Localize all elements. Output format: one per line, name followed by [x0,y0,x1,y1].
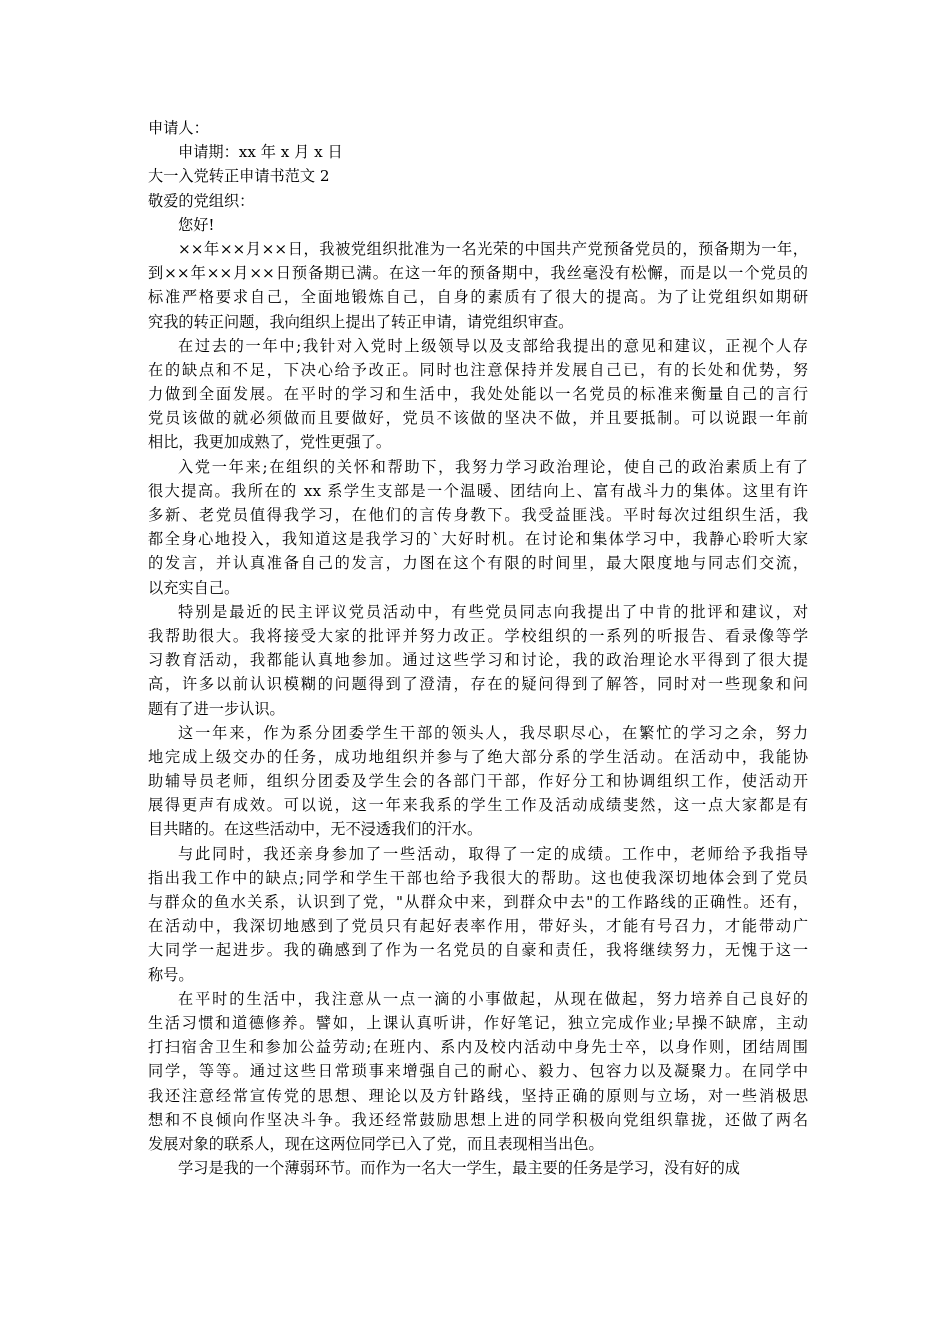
paragraph-line: 的发言，并认真准备自己的发言，力图在这个有限的时间里，最大限度地与同志们交流， [148,554,808,573]
paragraph-line: 学习是我的一个薄弱环节。而作为一名大一学生，最主要的任务是学习，没有好的成 [178,1159,740,1178]
paragraph [148,334,808,455]
document-body [148,116,808,1180]
paragraph-line: 高，许多以前认识模糊的问题得到了澄清，存在的疑问得到了解答，同时对一些现象和问 [148,675,808,694]
paragraph-line: 指出我工作中的缺点;同学和学生干部也给予我很大的帮助。这也使我深切地体会到了党员 [148,868,808,887]
paragraph-line: 助辅导员老师，组织分团委及学生会的各部门干部，作好分工和协调组织工作，使活动开 [148,772,808,791]
paragraph-line: 多新、老党员值得我学习，在他们的言传身教下。我受益匪浅。平时每次过组织生活，我 [148,506,808,524]
section-title: 大一入党转正申请书范文 2 [148,167,330,186]
paragraph-line: 生活习惯和道德修养。譬如，上课认真听讲，作好笔记，独立完成作业;早操不缺席，主动 [148,1013,808,1032]
paragraph-line: 标准严格要求自己，全面地锻炼自己，自身的素质有了很大的提高。为了让党组织如期研 [148,288,808,307]
paragraph [148,987,808,1156]
paragraph-line: 同学，等等。通过这些日常琐事来增强自己的耐心、毅力、包容力以及凝聚力。在同学中 [148,1062,808,1081]
paragraph-line: 题有了进一步认识。 [148,699,285,718]
paragraph [148,842,808,987]
paragraph-line: 我还注意经常宣传党的思想、理论以及方针路线，坚持正确的原则与立场，对一些消极思 [148,1086,808,1105]
paragraph-line: 习教育活动，我都能认真地参加。通过这些学习和讨论，我的政治理论水平得到了很大提 [148,651,808,670]
paragraph-line: 展得更声有成效。可以说，这一年来我系的学生工作及活动成绩斐然，这一点大家都是有 [148,796,808,815]
paragraph-line: 以充实自己。 [148,578,240,597]
paragraph-line: 我帮助很大。我将接受大家的批评并努力改正。学校组织的一系列的听报告、看录像等学 [148,626,808,645]
paragraph-line: 到××年××月××日预备期已满。在这一年的预备期中，我丝毫没有松懈，而是以一个党员的 [148,264,808,283]
paragraph-line: 很大提高。我所在的 xx 系学生支部是一个温暖、团结向上、富有战斗力的集体。这里有许 [148,481,808,500]
paragraph-line: 发展对象的联系人，现在这两位同学已入了党，而且表现相当出色。 [148,1134,604,1153]
paragraph-line: 究我的转正问题，我向组织上提出了转正申请，请党组织审查。 [148,312,574,331]
paragraph-line: 在的缺点和不足，下决心给予改正。同时也注意保持并发展自己已，有的长处和优势，努 [148,360,808,379]
applicant-line: 申请人： [148,119,209,137]
salutation: 敬爱的党组织： [148,191,255,210]
paragraph [148,455,808,600]
paragraph-line: ××年××月××日，我被党组织批准为一名光荣的中国共产党预备党员的，预备期为一年， [178,239,808,258]
paragraph-line: 入党一年来;在组织的关怀和帮助下，我努力学习政治理论，使自己的政治素质上有了 [178,457,808,476]
paragraph-line: 党员该做的就必须做而且要做好，党员不该做的坚决不做，并且要抵制。可以说跟一年前 [148,409,808,428]
paragraph-line: 想和不良倾向作坚决斗争。我还经常鼓励思想上进的同学积极向党组织靠拢，还做了两名 [148,1110,808,1129]
paragraph-line: 在平时的生活中，我注意从一点一滴的小事做起，从现在做起，努力培养自己良好的 [178,989,808,1008]
paragraph-line: 大同学一起进步。我的确感到了作为一名党员的自豪和责任，我将继续努力，无愧于这一 [148,941,808,960]
paragraph [148,600,808,721]
paragraph-line: 与此同时，我还亲身参加了一些活动，取得了一定的成绩。工作中，老师给予我指导 [178,844,808,863]
paragraph [148,721,808,842]
paragraph-line: 打扫宿舍卫生和参加公益劳动;在班内、系内及校内活动中身先士卒，以身作则，团结周围 [148,1038,808,1057]
body-paragraphs [148,237,808,1180]
paragraph [148,1156,808,1180]
paragraph-line: 地完成上级交办的任务，成功地组织并参与了绝大部分系的学生活动。在活动中，我能协 [148,747,808,766]
paragraph-line: 这一年来，作为系分团委学生干部的领头人，我尽职尽心，在繁忙的学习之余，努力 [178,723,808,742]
paragraph-line: 目共睹的。在这些活动中，无不浸透我们的汗水。 [148,820,483,839]
paragraph-line: 在过去的一年中;我针对入党时上级领导以及支部给我提出的意见和建议，正视个人存 [178,336,808,355]
paragraph-line: 都全身心地投入，我知道这是我学习的`大好时机。在讨论和集体学习中，我静心聆听大家 [148,530,808,549]
paragraph-line: 相比，我更加成熟了，党性更强了。 [148,433,391,452]
paragraph-line: 在活动中，我深切地感到了党员只有起好表率作用，带好头，才能有号召力，才能带动广 [148,917,808,936]
paragraph-line: 力做到全面发展。在平时的学习和生活中，我处处能以一名党员的标准来衡量自己的言行 [148,385,808,404]
greeting: 您好! [178,215,215,234]
paragraph-line: 称号。 [148,965,194,984]
paragraph-line: 与群众的鱼水关系，认识到了党，"从群众中来，到群众中去"的工作路线的正确性。还有， [148,893,808,911]
paragraph-line: 特别是最近的民主评议党员活动中，有些党员同志向我提出了中肯的批评和建议，对 [178,602,808,621]
application-date-line: 申请期：xx 年 x 月 x 日 [178,143,343,162]
paragraph [148,237,808,334]
